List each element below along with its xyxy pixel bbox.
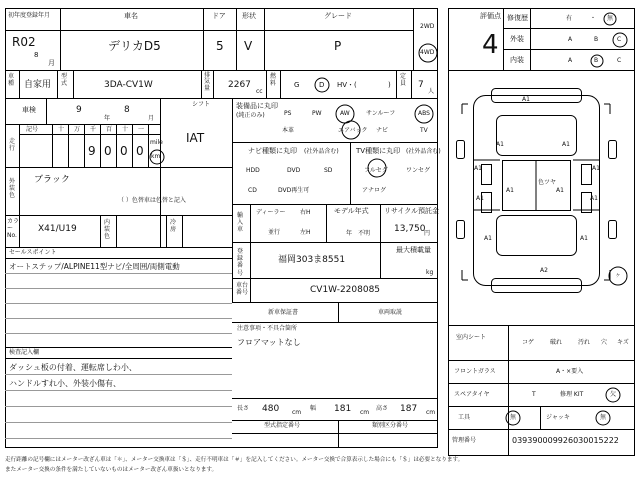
- first-reg-month: 8: [34, 51, 39, 59]
- mileage-note-label: 記号: [26, 126, 39, 133]
- diagram-mark-color: 色ツヤ: [538, 179, 557, 186]
- mileage-unit-mile: mile: [150, 139, 163, 146]
- exterior-label: 外装色: [9, 178, 16, 200]
- color-no-value: X41/U19: [38, 224, 77, 234]
- tv-sub: (社外品含む): [406, 148, 441, 155]
- fuel-g: G: [294, 81, 300, 89]
- sales-point-text: オートステップ/ALPINE11型ナビ/全周囲/両側電動: [9, 262, 180, 271]
- model-code-label: 型式: [61, 73, 68, 87]
- diagram-mark-4: A1: [474, 165, 482, 172]
- model-value: デリカD5: [108, 39, 161, 53]
- navi-dvd-play: DVD再生可: [278, 187, 310, 194]
- length-unit: cm: [292, 409, 302, 416]
- type-cert-label: 型式指定番号: [264, 422, 301, 429]
- front-glass-label: フロントガラス: [454, 368, 496, 375]
- inspector-line-2: ハンドルすれ小、外装小傷有、: [9, 379, 121, 388]
- width-value: 181: [334, 404, 352, 414]
- door-label: ドア: [212, 12, 226, 20]
- mgmt-value: 039390009926030015222: [512, 436, 619, 445]
- class-label: 類別区分番号: [372, 422, 409, 429]
- jack-label: ジャッキ: [546, 414, 570, 421]
- spare-kit: 修理 KIT: [560, 391, 584, 398]
- mileage-unit-0: 十: [58, 126, 65, 133]
- import-dealer: ディーラー: [256, 209, 286, 216]
- color-no-label: カラーNo.: [7, 218, 20, 240]
- shift-value: IAT: [186, 131, 205, 145]
- vehicle-type-value: 自家用: [24, 80, 52, 90]
- equip-sunroof: サンルーフ: [366, 110, 396, 117]
- mileage-label: 走行: [9, 138, 16, 153]
- shape-label: 形状: [242, 12, 256, 20]
- model-code-value: 3DA-CV1W: [104, 80, 153, 90]
- navi-sub: (社外品含む): [304, 148, 339, 155]
- drive-2wd: 2WD: [420, 23, 435, 30]
- equip-aw: AW: [340, 110, 350, 117]
- capacity-value: 7: [418, 80, 424, 90]
- navi-label: ナビ種類に丸印: [248, 147, 297, 155]
- tv-fullseg: フルセグ: [364, 167, 388, 174]
- int-grade-a: A: [568, 57, 573, 64]
- interior-color-label: 内装色: [104, 219, 111, 241]
- equip-navi: ナビ: [376, 127, 389, 134]
- spare-t: T: [532, 391, 536, 398]
- width-label: 幅: [310, 405, 317, 412]
- diagram-mark-10: A1: [484, 235, 492, 242]
- first-reg-year: R02: [12, 35, 36, 49]
- jack-value: 無: [600, 414, 607, 421]
- equipment-sublabel: (純正のみ): [236, 112, 265, 119]
- diagram-mark-8: A1: [506, 187, 514, 194]
- inspector-line-1: ダッシュ板の付着、運転席しわ小、: [9, 363, 137, 372]
- shape-value: V: [244, 39, 253, 53]
- tools-label: 工具: [458, 414, 471, 421]
- diagram-mark-9: A1: [556, 187, 564, 194]
- new-warranty: 新車保証書: [268, 309, 299, 316]
- score-value: 4: [482, 30, 499, 60]
- repair-yes: 有: [566, 15, 573, 22]
- inspection-month-unit: 月: [148, 115, 155, 122]
- notes-text: フロアマットなし: [237, 338, 301, 347]
- equip-ps: PS: [284, 110, 292, 117]
- inspection-year: 9: [76, 105, 82, 115]
- fuel-close: ): [388, 81, 391, 89]
- sales-point-label: セールスポイント: [9, 249, 57, 256]
- mileage-unit-km: km: [151, 153, 161, 160]
- front-glass-value: A・×要入: [556, 368, 584, 375]
- ext-grade-label: 外装: [510, 35, 524, 43]
- mileage-digit-4: 0: [120, 144, 128, 158]
- equip-pw: PW: [312, 110, 322, 117]
- diagram-mark-5: A1: [592, 165, 600, 172]
- manual: 車両取説: [378, 309, 403, 316]
- seat-stain: 汚れ: [578, 339, 591, 346]
- drive-4wd: 4WD: [420, 49, 435, 56]
- spare-none: 欠: [610, 391, 617, 398]
- seat-tear: 破れ: [550, 339, 563, 346]
- fuel-hv: HV・(: [337, 81, 357, 89]
- mileage-unit-5: 一: [138, 126, 145, 133]
- displacement-unit: cc: [256, 88, 263, 95]
- chassis-value: CV1W-2208085: [310, 285, 381, 295]
- navi-sd: SD: [324, 167, 333, 174]
- tv-label: TV種類に丸印: [356, 147, 401, 155]
- interior-seat-label: 室内シート: [456, 334, 487, 341]
- repair-dot: ・: [590, 15, 597, 22]
- int-grade-b: B: [594, 57, 599, 64]
- import-right: 右H: [300, 209, 311, 216]
- ext-grade-a: A: [568, 36, 573, 43]
- model-label: 車名: [124, 12, 138, 20]
- car-diagram: [457, 89, 628, 293]
- import-left: 左H: [300, 229, 311, 236]
- model-year-value: 年 不明: [346, 230, 371, 237]
- ext-grade-b: B: [594, 36, 599, 43]
- spare-label: スペアタイヤ: [454, 391, 490, 398]
- seat-scratch: キズ: [617, 339, 629, 346]
- import-parallel: 並行: [268, 229, 281, 236]
- capacity-label: 定員: [400, 73, 407, 87]
- registration-label: 登録番号: [237, 248, 244, 277]
- equip-leather: 本革: [282, 127, 295, 134]
- diagram-mark-11: A2: [540, 267, 548, 274]
- equip-airbag: エアバック: [338, 127, 368, 134]
- footer-line-2: またメーター交換の条件を満たしていないものはメーター改ざん車扱いとなります。: [5, 467, 218, 473]
- diagram-mark-12: A1: [580, 235, 588, 242]
- cold-label: 冷房: [170, 219, 177, 234]
- tv-analog: アナログ: [362, 187, 387, 194]
- navi-cd: CD: [248, 187, 257, 194]
- capacity-unit: 人: [428, 88, 435, 95]
- mgmt-label: 管理番号: [452, 437, 477, 444]
- tools-value: 無: [510, 414, 517, 421]
- notes-label: 注意事項・不具合箇所: [237, 325, 298, 332]
- mileage-unit-3: 百: [106, 126, 113, 133]
- inspection-label: 車検: [22, 106, 36, 114]
- ext-grade-c: C: [617, 36, 622, 43]
- tv-oneseg: ワンセグ: [406, 167, 431, 174]
- registration-value: 福岡303ま8551: [278, 255, 346, 265]
- import-label: 輸入車: [237, 212, 244, 234]
- footer-line-1: 走行距離の記号欄にはメーター改ざん車は「＊」、メーター交換車は「＄」、走行不明車は「＃」を記入してください。メーター交換で合算表示した場合にも「＄」は必要となります。: [5, 457, 464, 463]
- max-load-label: 最大積載量: [396, 246, 431, 254]
- int-grade-c: C: [617, 57, 622, 64]
- max-load-unit: kg: [426, 269, 434, 276]
- inspector-label: 検査記入欄: [9, 349, 40, 356]
- score-label: 評価点: [480, 12, 501, 20]
- length-label: 長さ: [237, 405, 250, 412]
- equipment-label: 装備品に丸印: [236, 102, 278, 110]
- seat-burn: コゲ: [522, 339, 535, 346]
- vehicle-type-label: 車種: [8, 73, 15, 87]
- shift-label: シフト: [192, 101, 211, 108]
- mileage-digit-3: 0: [104, 144, 112, 158]
- navi-hdd: HDD: [246, 167, 260, 174]
- door-value: 5: [216, 39, 224, 53]
- displacement-value: 2267: [228, 80, 251, 90]
- grade-value: P: [334, 39, 342, 53]
- mileage-unit-1: 万: [74, 126, 81, 133]
- equip-abs: ABS: [418, 110, 430, 117]
- inspection-month: 8: [124, 105, 130, 115]
- equip-tv: TV: [420, 127, 428, 134]
- diagram-mark-3: A1: [562, 141, 570, 148]
- height-unit: cm: [426, 409, 436, 416]
- mileage-digit-5: 0: [136, 144, 144, 158]
- inspection-year-unit: 年: [104, 115, 111, 122]
- fuel-d: D: [319, 81, 325, 89]
- diagram-mark-7: A1: [590, 195, 598, 202]
- recycle-value: 13,750: [394, 224, 426, 234]
- mileage-unit-2: 千: [90, 126, 97, 133]
- grade-label: グレード: [324, 12, 352, 20]
- mileage-unit-4: 十: [122, 126, 129, 133]
- repair-no: 無: [607, 15, 614, 22]
- recycle-label: リサイクル預託金: [384, 207, 440, 215]
- mileage-digit-2: 9: [88, 144, 96, 158]
- navi-dvd: DVD: [287, 167, 301, 174]
- repair-label: 修復歴: [507, 14, 528, 22]
- model-year-label: モデル年式: [334, 207, 369, 215]
- diagram-mark-2: A1: [496, 141, 504, 148]
- diagram-mark-1: A1: [522, 96, 530, 103]
- diagram-fire-mark: ヶ: [615, 272, 622, 279]
- width-unit: cm: [360, 409, 370, 416]
- recycle-unit: 円: [424, 230, 431, 237]
- height-label: 高さ: [376, 405, 389, 412]
- exterior-value: ブラック: [34, 175, 70, 185]
- first-reg-label: 初年度登録年月: [8, 12, 51, 19]
- displacement-label: 排気量: [204, 72, 211, 92]
- height-value: 187: [400, 404, 418, 414]
- exterior-note: （ ）色替車は色替と記入: [118, 197, 186, 204]
- fuel-label: 燃料: [270, 73, 277, 87]
- int-grade-label: 内装: [510, 56, 524, 64]
- first-reg-month-unit: 月: [48, 59, 55, 67]
- seat-hole: 穴: [601, 339, 608, 346]
- diagram-mark-6: A1: [476, 195, 484, 202]
- chassis-label: 車台番号: [236, 282, 249, 297]
- length-value: 480: [262, 404, 280, 414]
